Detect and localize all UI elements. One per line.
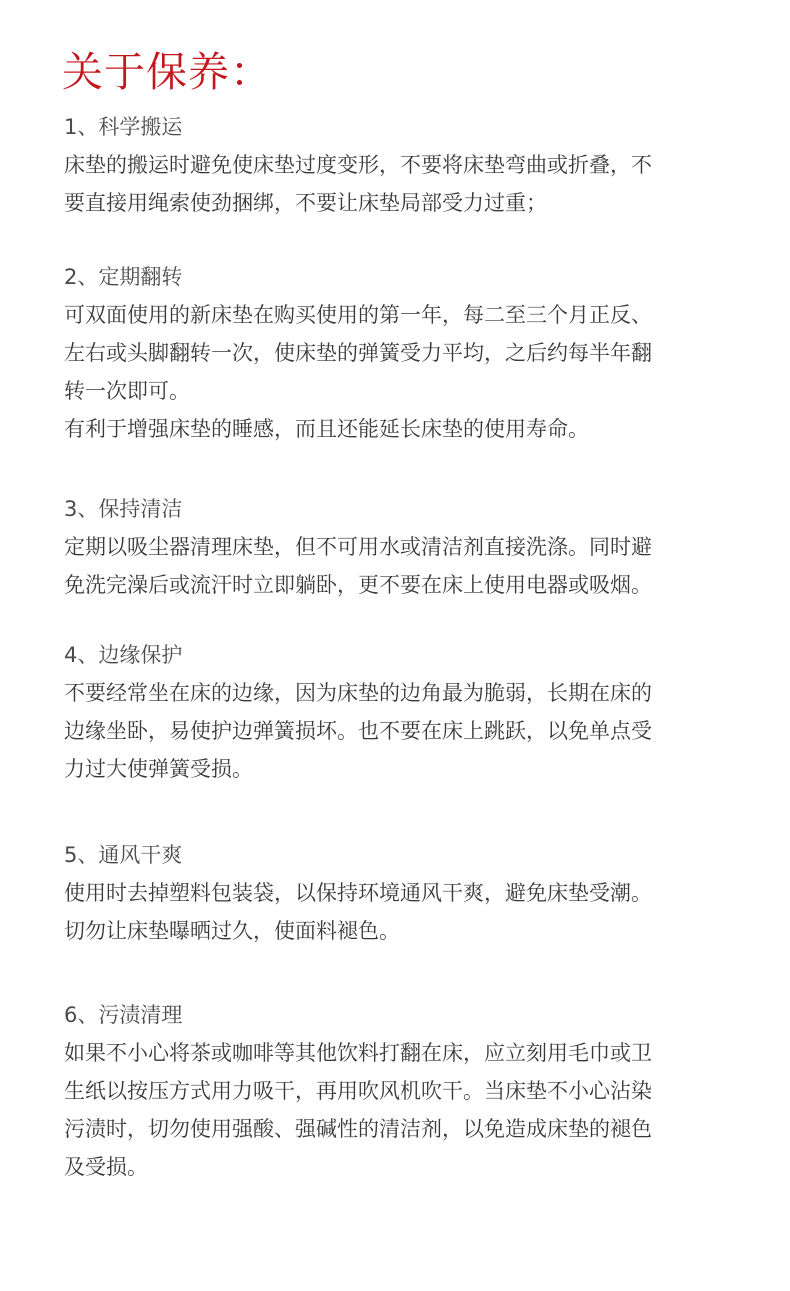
section-heading: 3、保持清洁 [64,497,183,521]
section-heading: 6、污渍清理 [64,1003,183,1027]
section-text-line: 免洗完澡后或流汗时立即躺卧，更不要在床上使用电器或吸烟。 [64,573,652,597]
section-text-line: 有利于增强床垫的睡感，而且还能延长床垫的使用寿命。 [64,417,589,441]
section-edge-protection [64,640,744,792]
section-keep-clean [64,494,744,608]
section-text-line: 床垫的搬运时避免使床垫过度变形，不要将床垫弯曲或折叠，不 [64,153,652,177]
section-text-line: 不要经常坐在床的边缘，因为床垫的边角最为脆弱，长期在床的 [64,681,652,705]
section-heading: 2、定期翻转 [64,265,183,289]
section-text-line: 污渍时，切勿使用强酸、强碱性的清洁剂，以免造成床垫的褪色 [64,1117,652,1141]
section-text-line: 边缘坐卧，易使护边弹簧损坏。也不要在床上跳跃，以免单点受 [64,719,652,743]
page-title: 关于保养： [62,48,272,96]
section-text-line: 生纸以按压方式用力吸干，再用吹风机吹干。当床垫不小心沾染 [64,1079,652,1103]
section-text-line: 转一次即可。 [64,379,190,403]
section-careful-moving [64,112,744,226]
section-text-line: 使用时去掉塑料包装袋，以保持环境通风干爽，避免床垫受潮。 [64,881,652,905]
section-text-line: 左右或头脚翻转一次，使床垫的弹簧受力平均，之后约每半年翻 [64,341,652,365]
section-heading: 1、科学搬运 [64,115,183,139]
section-heading: 4、边缘保护 [64,643,183,667]
section-ventilation [64,840,744,954]
section-text-line: 要直接用绳索使劲捆绑，不要让床垫局部受力过重； [64,191,547,215]
section-text-line: 如果不小心将茶或咖啡等其他饮料打翻在床，应立刻用毛巾或卫 [64,1041,652,1065]
section-heading: 5、通风干爽 [64,843,183,867]
section-text-line: 可双面使用的新床垫在购买使用的第一年，每二至三个月正反、 [64,303,652,327]
section-text-line: 力过大使弹簧受损。 [64,757,253,781]
section-text-line: 及受损。 [64,1155,148,1179]
section-regular-flipping [64,262,744,452]
section-stain-cleaning [64,1000,744,1190]
section-text-line: 定期以吸尘器清理床垫，但不可用水或清洁剂直接洗涤。同时避 [64,535,652,559]
section-text-line: 切勿让床垫曝晒过久，使面料褪色。 [64,919,400,943]
